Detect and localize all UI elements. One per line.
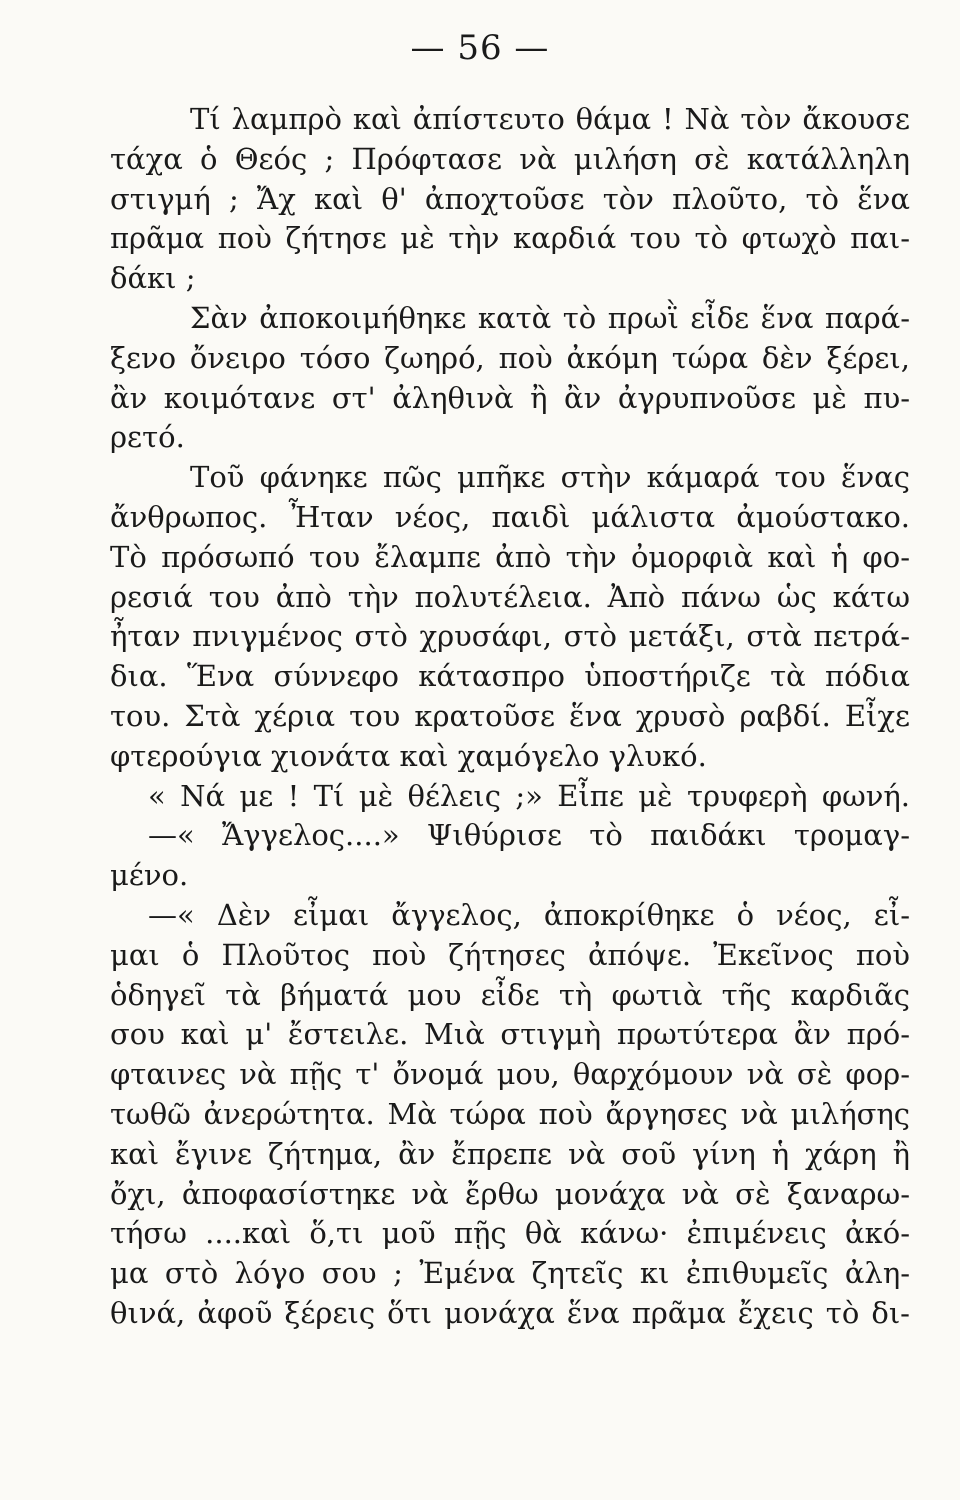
text-line: ξενο ὄνειρο τόσο ζωηρό, ποὺ ἀκόμη τώρα δὲν ξέρει, <box>110 340 910 375</box>
text-line: —« Ἄγγελος....» Ψιθύρισε τὸ παιδάκι τρομαγ- <box>148 818 910 853</box>
text-line: σου καὶ μ' ἔστειλε. Μιὰ στιγμὴ πρωτύτερα ἂν πρό- <box>110 1017 910 1052</box>
text-line: του. Στὰ χέρια του κρατοῦσε ἕνα χρυσὸ ραβδί. Εἶχε <box>110 698 910 733</box>
text-line: φτερούγια χιονάτα καὶ χαμόγελο γλυκό. <box>110 738 707 773</box>
text-line: Σὰν ἀποκοιμήθηκε κατὰ τὸ πρωῒ εἶδε ἕνα παρά- <box>190 300 910 335</box>
text-line: ἦταν πνιγμένος στὸ χρυσάφι, στὸ μετάξι, στὰ πετρά- <box>110 619 910 654</box>
text-line: τήσω ....καὶ ὅ,τι μοῦ πῇς θὰ κάνω· ἐπιμένεις ἀκό- <box>110 1216 910 1251</box>
text-line: τάχα ὁ Θεός ; Πρόφτασε νὰ μιλήση σὲ κατάλληλη <box>110 141 910 176</box>
text-line: δάκι ; <box>110 261 196 296</box>
text-line: « Νά με ! Τί μὲ θέλεις ;» Εἶπε μὲ τρυφερὴ φωνή. <box>148 778 910 813</box>
text-line: μαι ὁ Πλοῦτος ποὺ ζήτησες ἀπόψε. Ἐκεῖνος ποὺ <box>110 937 910 972</box>
text-line: Τί λαμπρὸ καὶ ἀπίστευτο θάμα ! Νὰ τὸν ἄκουσε <box>190 102 910 136</box>
text-line: φταινες νὰ πῇς τ' ὄνομά μου, θαρχόμουν νὰ σὲ φορ- <box>110 1057 910 1092</box>
text-line: ρετό. <box>110 420 185 455</box>
text-line: τωθῶ ἀνερώτητα. Μὰ τώρα ποὺ ἄργησες νὰ μιλήσης <box>110 1096 910 1131</box>
text-line: θινά, ἀφοῦ ξέρεις ὅτι μονάχα ἕνα πρᾶμα ἔχεις τὸ δι- <box>110 1295 910 1330</box>
body-text <box>110 100 910 1334</box>
text-line: καὶ ἔγινε ζήτημα, ἂν ἔπρεπε νὰ σοῦ γίνη ἡ χάρη ἢ <box>110 1136 910 1171</box>
text-line: Τὸ πρόσωπό του ἔλαμπε ἀπὸ τὴν ὀμορφιὰ καὶ ἡ φο- <box>110 539 910 574</box>
text-line: —« Δὲν εἶμαι ἄγγελος, ἀποκρίθηκε ὁ νέος, εἶ- <box>148 897 910 932</box>
text-line: ὁδηγεῖ τὰ βήματά μου εἶδε τὴ φωτιὰ τῆς καρδιᾶς <box>110 977 910 1012</box>
text-line: μένο. <box>110 858 189 893</box>
text-line: στιγμή ; Ἄχ καὶ θ' ἀποχτοῦσε τὸν πλοῦτο, τὸ ἕνα <box>110 181 910 216</box>
text-line: ἄνθρωπος. Ἦταν νέος, παιδὶ μάλιστα ἀμούστακο. <box>110 499 910 534</box>
text-line: πρᾶμα ποὺ ζήτησε μὲ τὴν καρδιά του τὸ φτωχὸ παι- <box>110 221 910 256</box>
text-line: δια. Ἕνα σύννεφο κάτασπρο ὑποστήριζε τὰ πόδια <box>110 659 910 694</box>
text-line: μα στὸ λόγο σου ; Ἐμένα ζητεῖς κι ἐπιθυμεῖς ἀλη- <box>110 1256 910 1291</box>
text-line: Τοῦ φάνηκε πῶς μπῆκε στὴν κάμαρά του ἕνας <box>190 460 910 495</box>
text-line: ὄχι, ἀποφασίστηκε νὰ ἔρθω μονάχα νὰ σὲ ξαναρω- <box>110 1176 910 1211</box>
page-number: — 56 — <box>410 28 550 68</box>
text-line: ἂν κοιμότανε στ' ἀληθινὰ ἢ ἂν ἀγρυπνοῦσε μὲ πυ- <box>110 380 910 415</box>
text-line: ρεσιά του ἀπὸ τὴν πολυτέλεια. Ἀπὸ πάνω ὡς κάτω <box>110 579 910 614</box>
